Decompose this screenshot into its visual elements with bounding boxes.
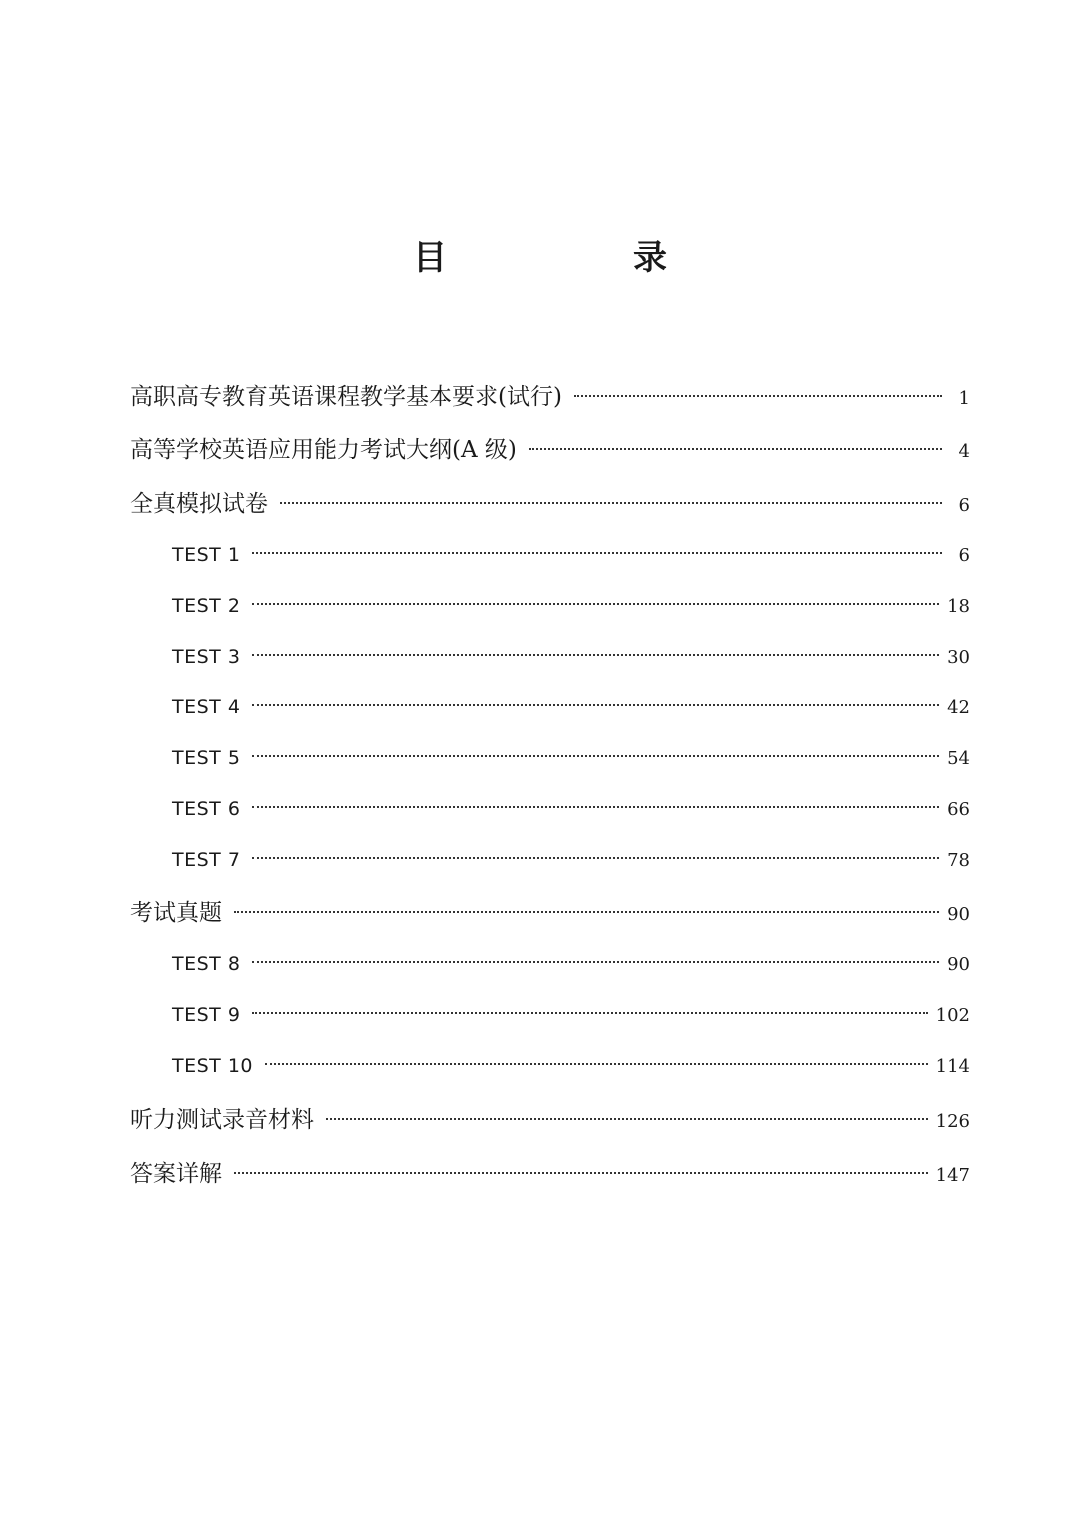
toc-entry-page: 1	[958, 388, 970, 409]
dot-leader	[252, 961, 939, 963]
toc-entry-page: 42	[947, 697, 970, 718]
toc-entry-label: 答案详解	[130, 1161, 222, 1187]
toc-entry-label: TEST 9	[172, 1004, 241, 1026]
dot-leader	[574, 395, 942, 397]
toc-entry-label: 高等学校英语应用能力考试大纲(A 级)	[130, 437, 517, 463]
toc-entry-page: 147	[935, 1165, 970, 1186]
toc-entry-test-1[interactable]	[172, 535, 970, 575]
toc-entry-page: 66	[947, 799, 970, 820]
toc-entry-teaching-requirements[interactable]	[130, 377, 970, 417]
toc-entry-exam-syllabus[interactable]	[130, 430, 970, 470]
toc-entry-mock-exams[interactable]	[130, 484, 970, 524]
dot-leader	[252, 857, 939, 859]
toc-entry-label: TEST 8	[172, 953, 241, 975]
toc-entry-label: TEST 7	[172, 849, 241, 871]
toc-entry-test-3[interactable]	[172, 637, 970, 677]
toc-entry-label: 考试真题	[130, 900, 222, 926]
toc-entry-real-exams[interactable]	[130, 893, 970, 933]
toc-entry-label: 听力测试录音材料	[130, 1107, 314, 1133]
dot-leader	[252, 654, 939, 656]
toc-entry-answer-key[interactable]	[130, 1154, 970, 1194]
dot-leader	[280, 502, 942, 504]
toc-entry-test-8[interactable]	[172, 944, 970, 984]
toc-entry-page: 90	[947, 954, 970, 975]
toc-entry-page: 30	[947, 647, 970, 668]
dot-leader	[529, 448, 942, 450]
dot-leader	[252, 552, 942, 554]
toc-entry-test-10[interactable]	[172, 1046, 970, 1086]
toc-entry-test-9[interactable]	[172, 995, 970, 1035]
dot-leader	[252, 704, 939, 706]
dot-leader	[234, 1172, 928, 1174]
toc-entry-test-5[interactable]	[172, 738, 970, 778]
toc-entry-page: 54	[947, 748, 970, 769]
toc-entry-label: TEST 2	[172, 595, 241, 617]
toc-entry-label: TEST 10	[172, 1055, 253, 1077]
toc-entry-label: TEST 5	[172, 747, 241, 769]
toc-entry-listening-scripts[interactable]	[130, 1100, 970, 1140]
toc-entry-page: 6	[958, 545, 970, 566]
toc-entry-page: 90	[947, 904, 970, 925]
toc-entry-label: TEST 3	[172, 646, 241, 668]
toc-entry-label: TEST 4	[172, 696, 241, 718]
dot-leader	[252, 755, 939, 757]
dot-leader	[234, 911, 939, 913]
toc-entry-test-4[interactable]	[172, 687, 970, 727]
dot-leader	[252, 1012, 927, 1014]
toc-entry-label: TEST 6	[172, 798, 241, 820]
toc-entry-page: 126	[935, 1111, 970, 1132]
toc-entry-test-7[interactable]	[172, 840, 970, 880]
toc-entry-test-2[interactable]	[172, 586, 970, 626]
dot-leader	[265, 1063, 928, 1065]
toc-entry-page: 18	[947, 596, 970, 617]
toc-entry-page: 6	[958, 495, 970, 516]
toc-entry-test-6[interactable]	[172, 789, 970, 829]
page-title: 目 录	[413, 238, 743, 278]
toc-entry-label: 高职高专教育英语课程教学基本要求(试行)	[130, 384, 562, 410]
toc-entry-page: 114	[935, 1056, 970, 1077]
dot-leader	[252, 603, 939, 605]
toc-entry-label: TEST 1	[172, 544, 241, 566]
toc-entry-page: 102	[935, 1005, 970, 1026]
dot-leader	[252, 806, 939, 808]
dot-leader	[326, 1118, 928, 1120]
toc-entry-page: 4	[958, 441, 970, 462]
toc-entry-page: 78	[947, 850, 970, 871]
toc-entry-label: 全真模拟试卷	[130, 491, 268, 517]
